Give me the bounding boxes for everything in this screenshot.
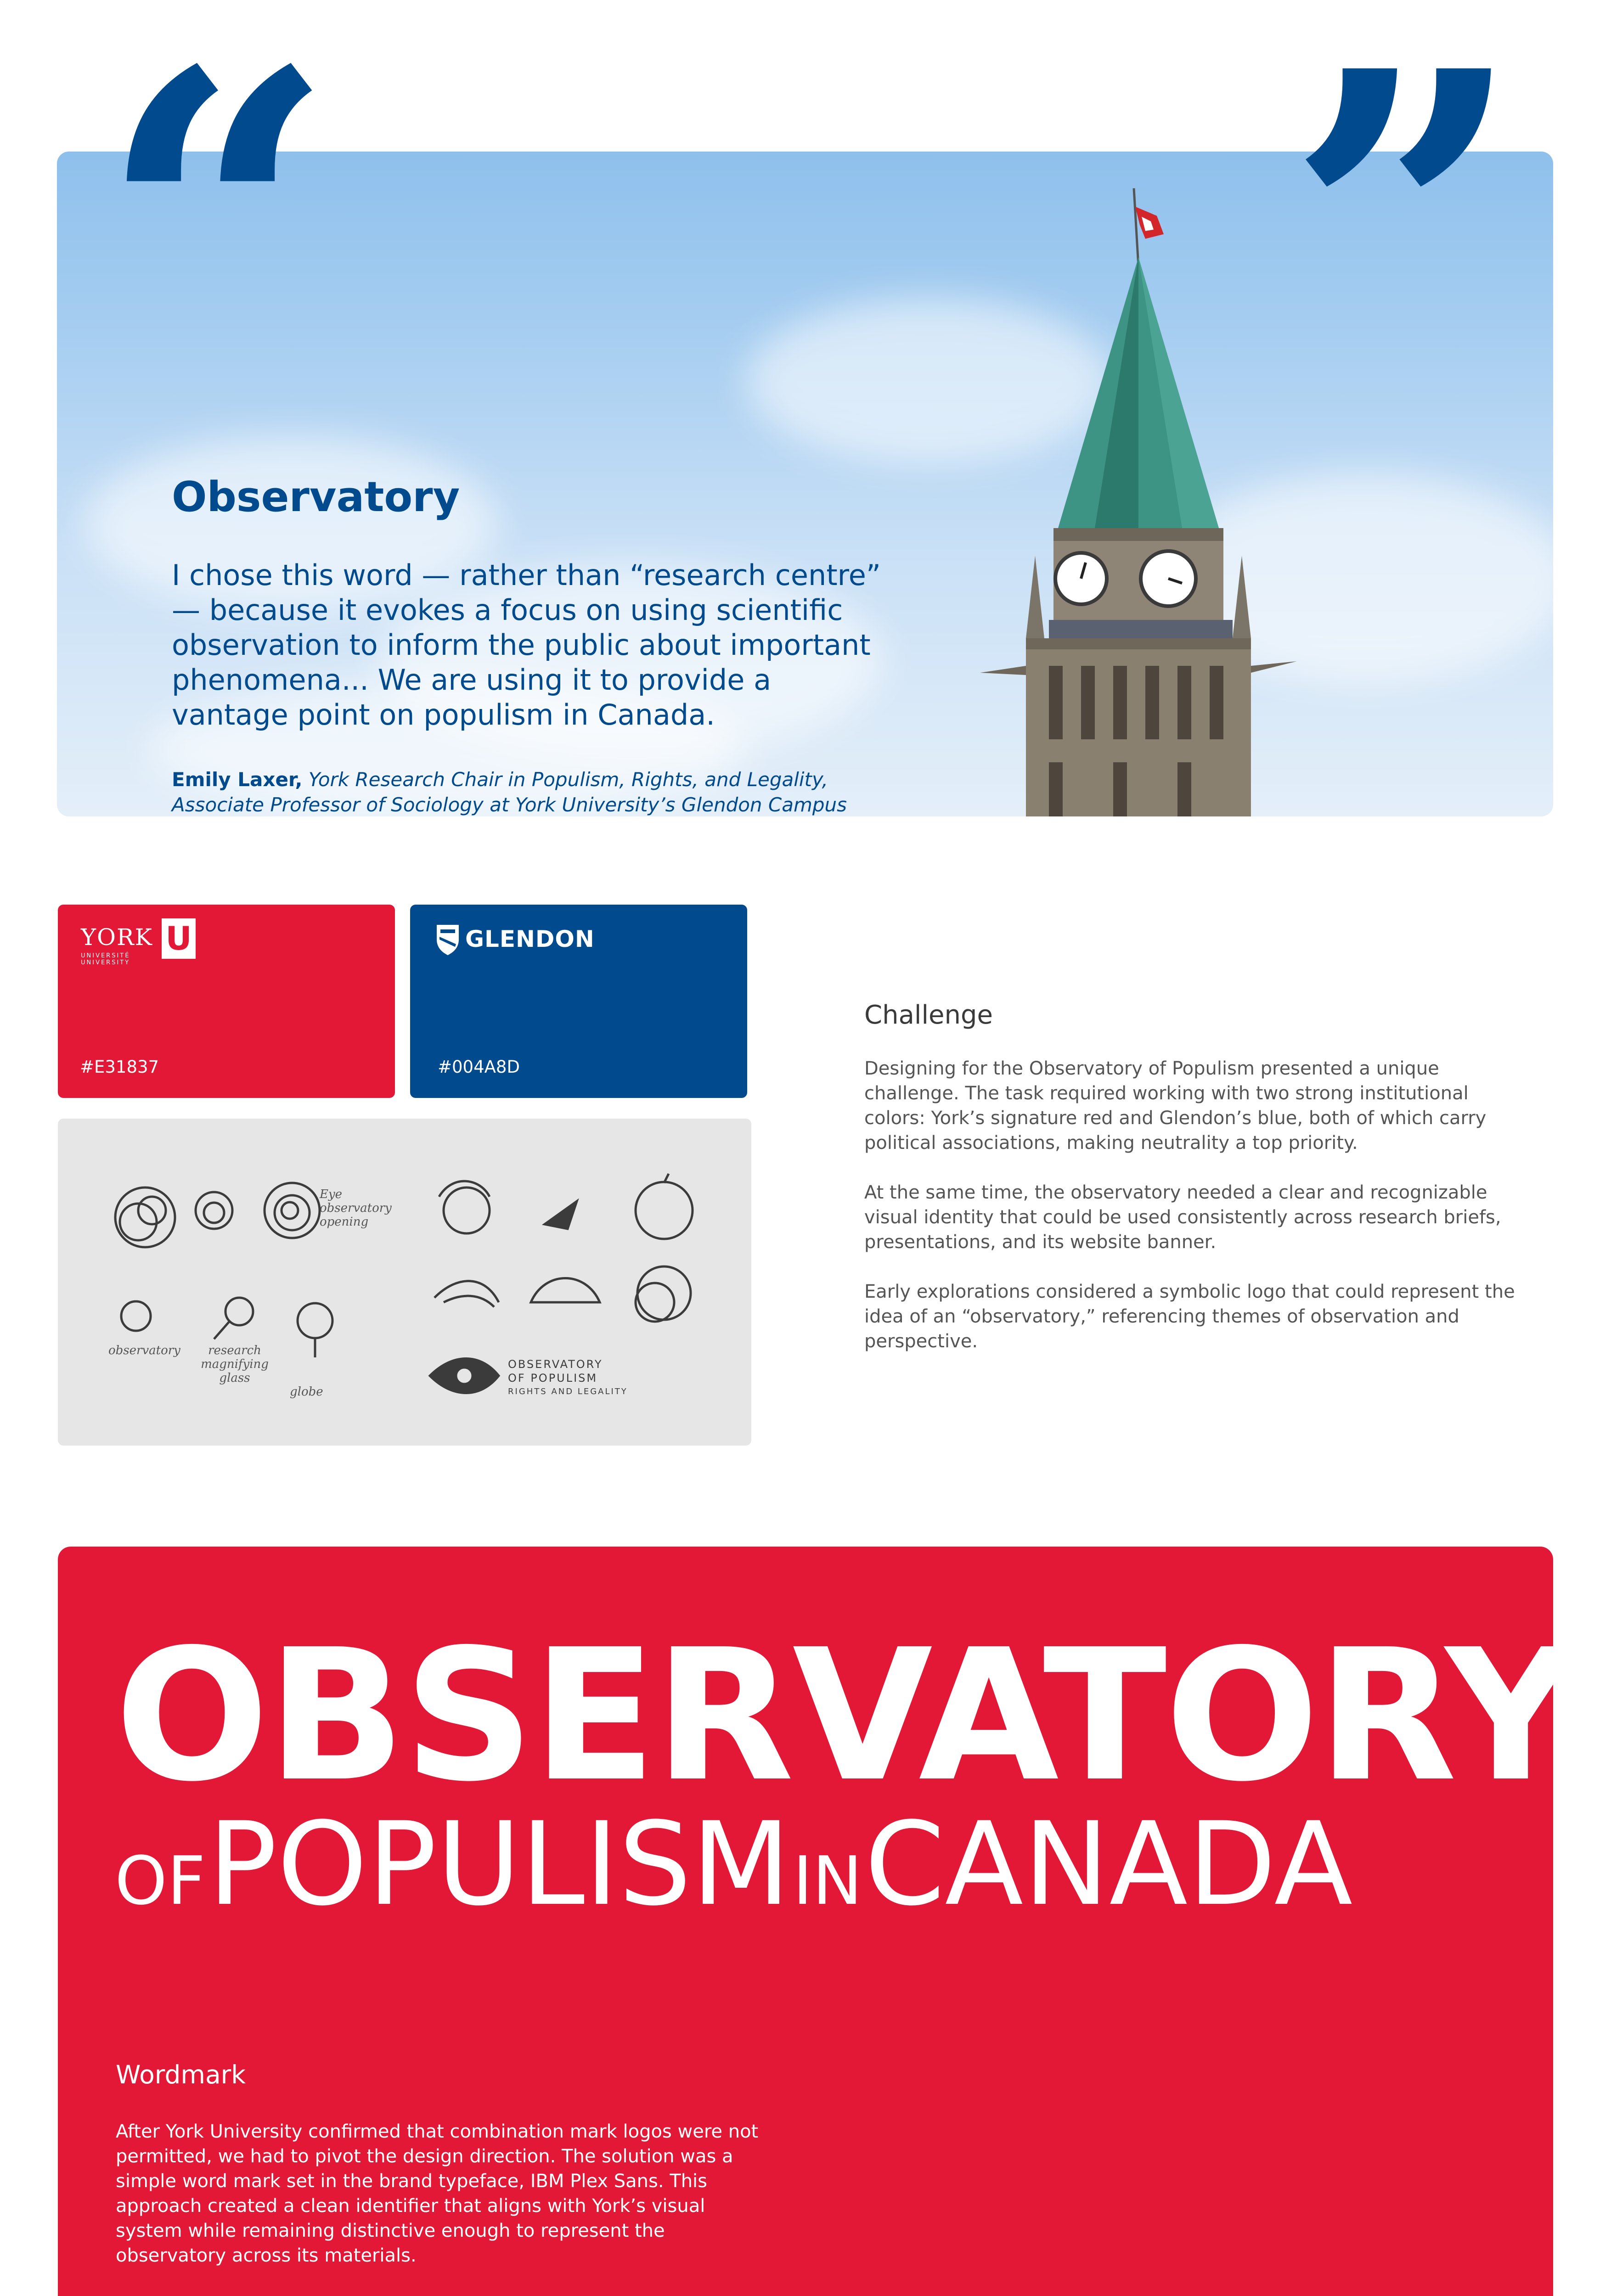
- wordmark-heading: Wordmark: [116, 2060, 246, 2089]
- sketch-label-observatory: observatory: [108, 1344, 180, 1357]
- sketch-drawings: [58, 1119, 751, 1446]
- york-logo-word: YORK: [81, 924, 153, 951]
- wordmark-populism: POPULISM: [208, 1797, 791, 1931]
- wordmark-subline: [115, 1797, 1353, 1931]
- author-name: Emily Laxer,: [172, 768, 303, 791]
- challenge-paragraph: At the same time, the observatory needed a clear and recognizable visual identity that could be used consistently across research briefs, presentations, and its website banner.: [864, 1182, 1501, 1253]
- challenge-paragraph: Early explorations considered a symbolic logo that could represent the idea of an “observatory,” referencing themes of observation and perspective.: [864, 1281, 1515, 1352]
- york-logo-letter: U: [162, 918, 196, 959]
- sketch-logo-text: [508, 1357, 628, 1399]
- york-hex-code: #E31837: [80, 1057, 159, 1077]
- quote-text: I chose this word — rather than “research centre” — because it evokes a focus on using scientific observation to inform the public about important phenomena... We are using it to provide a vantage point on populism in Canada.: [172, 558, 881, 732]
- sketch-label-magnifying: research magnifying glass: [201, 1344, 269, 1385]
- wordmark-in: IN: [793, 1842, 862, 1920]
- york-red-swatch: [58, 905, 395, 1098]
- quote-attribution: [172, 767, 861, 816]
- sketch-logo-line2: OF POPULISM: [508, 1372, 598, 1384]
- logo-sketches-image: [58, 1119, 751, 1446]
- york-logo-subtitle: UNIVERSITÉ UNIVERSITY: [81, 952, 130, 966]
- wordmark-of: OF: [115, 1842, 206, 1920]
- glendon-blue-swatch: [410, 905, 747, 1098]
- wordmark-observatory: OBSERVATORY: [115, 1610, 1575, 1822]
- challenge-heading: Challenge: [864, 1000, 993, 1030]
- quote-title: Observatory: [172, 473, 460, 521]
- glendon-hex-code: #004A8D: [438, 1057, 520, 1077]
- challenge-paragraph: Designing for the Observatory of Populism presented a unique challenge. The task required working with two strong institutional colors: York’s signature red and Glendon’s blue, both of which carry political associations, making neutrality a top priority.: [864, 1058, 1487, 1154]
- wordmark-body: After York University confirmed that combination mark logos were not permitted, we had to pivot the design direction. The solution was a simple word mark set in the brand typeface, IBM Plex Sans. This approach created a clean identifier that aligns with York’s visual system while remaining distinctive enough to represent the observatory across its materials.: [116, 2121, 759, 2266]
- challenge-body: [864, 1056, 1521, 1379]
- author-role: York Research Chair in Populism, Rights, and Legality, Associate Professor of Sociology at York University’s Glendon Campus: [172, 768, 847, 816]
- open-quote-icon: [98, 18, 336, 211]
- sketch-logo-line3: RIGHTS AND LEGALITY: [508, 1387, 628, 1396]
- glendon-shield-icon: [435, 923, 461, 956]
- glendon-logo-word: GLENDON: [465, 926, 595, 952]
- sketch-logo-line1: OBSERVATORY: [508, 1358, 603, 1371]
- sketch-note-eye: Eye observatory opening: [320, 1187, 392, 1229]
- york-university-logo: [81, 920, 214, 970]
- wordmark-canada: CANADA: [864, 1797, 1353, 1931]
- close-quote-icon: [1286, 18, 1524, 211]
- sketch-label-globe: globe: [290, 1385, 323, 1399]
